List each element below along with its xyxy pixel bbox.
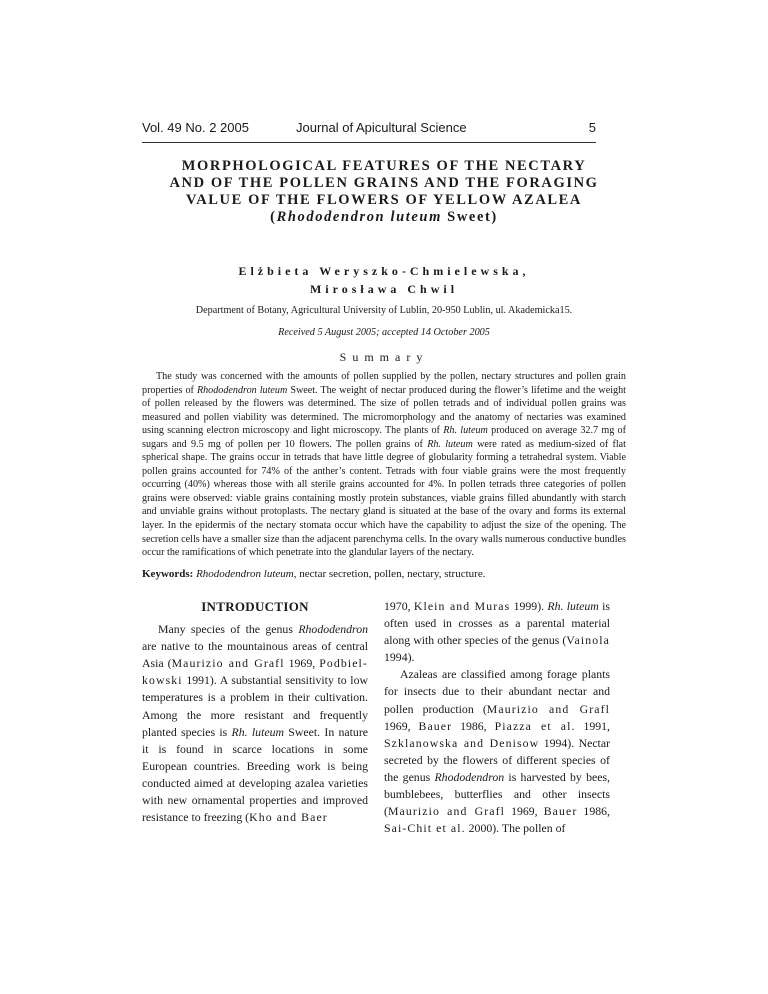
text-run: 1991). A substantial sensitivity to low temperatures is a problem in their cultivation. Among the more resistant and frequently planted species is [142,673,368,739]
genus-name: Rhododendron [434,769,505,784]
author-name: Elżbieta Weryszko-Chmielewska, [238,264,530,278]
author-list [142,262,626,298]
title-species-line [142,209,626,226]
title-line: VALUE OF THE FLOWERS OF YELLOW AZALEA [186,192,582,208]
text-run: are native to the mountainous areas of central Asia ( [142,639,368,671]
text-run: is often used in crosses as a parental material along with other species of the genus ( [384,599,610,648]
text-run: 1994). [384,650,415,665]
volume-info: Vol. 49 No. 2 2005 [142,120,249,135]
genus-name: Rhododendron [298,622,368,637]
citation-author: Bauer [418,718,453,733]
text-run: Sweet. In nature it is found in scarce locations in some European countries. Breeding work is being conducted aimed at developing azalea varieties with new ornamental properties and improved resistance to freezing ( [142,724,368,825]
column-left [142,598,368,826]
citation-author: Maurizio and Grafl [486,701,610,716]
species-name: Rh. luteum [427,438,473,450]
citation-author: Klein and Muras [413,599,511,613]
citation-author: Podbiel-kowski [142,656,368,688]
text-run: 1999). [510,599,548,613]
received-dates: Received 5 August 2005; accepted 14 October 2005 [278,327,490,338]
summary-part: Sweet. The weight of nectar produced during the flower’s lifetime and the weight of pollen released by the flowers was determined. The size of pollen tetrads and of individual pollen grains was measured and pollen viability was determined. The micromorphology and the anatomy of nectaries was examined using scanning electron microscopy and light microscopy. The plants of [142,384,626,437]
species-name: Rh. luteum [547,599,599,613]
text-run: 1969, [505,804,544,819]
title-species-latin: Rhododendron luteum [276,209,442,225]
introduction-heading: INTRODUCTION [201,599,309,614]
keywords-label: Keywords: [142,568,194,580]
citation-author: Piazza et al. [494,718,576,733]
keywords [142,567,626,581]
affiliation: Department of Botany, Agricultural University of Lublin, 20-950 Lublin, ul. Akademicka15. [195,305,573,316]
species-name: Rh. luteum [231,724,285,739]
title-line: AND OF THE POLLEN GRAINS AND THE FORAGING [169,175,599,191]
citation-author: Bauer [543,804,578,819]
text-run: Many species of the genus [158,622,299,637]
column-right [384,598,610,837]
author-name: Mirosława Chwil [309,282,459,296]
journal-name: Journal of Apicultural Science [296,120,467,135]
species-name: Rhododendron luteum [196,384,288,396]
summary-heading: Summary [339,350,429,364]
citation-author: Sai-Chit et al. [384,821,466,836]
text-run: Azaleas are classified among forage plants for insects due to their abundant nectar and pollen production ( [384,667,610,716]
text-run: 1986, [452,718,495,733]
text-run: 2000). The pollen of [465,821,566,836]
intro-paragraph-2 [384,666,610,837]
citation-author: Maurizio and Grafl [171,656,285,671]
intro-paragraph-1-cont [384,598,610,666]
article-title [142,158,626,226]
text-run: 1994). Nectar secreted by the flowers of different species of the genus [384,735,610,784]
text-run: 1969, [384,718,419,733]
intro-paragraph-1 [142,621,368,826]
title-line: MORPHOLOGICAL FEATURES OF THE NECTARY [181,158,587,174]
summary-part: were rated as medium-sized of flat spherical shape. The grains occur in tetrads that have little degree of globularity forming a tetrahedral system. Viable pollen grains accounted for 74% of the anther’s content. Tetrads with four viable grains were the most frequently occurring (40%) whereas those with all sterile grains accounted for 4%. In pollen tetrads three categories of pollen grains were observed: viable grains containing mostly protein substances, viable grains filled abundantly with starch and unviable grains without protoplasts. The nectary gland is situated at the base of the ovary and forms its external layer. In the epidermis of the nectary stomata occur which have the capability to adjust the size of the opening. The secretion cells have a smaller size than the adjacent parenchyma cells. In the ovary walls numerous conductive bundles occur the ramifications of which penetrate into the glandular layers of the nectary. [142,438,626,559]
text-run: 1970, [384,599,414,613]
citation-author: Maurizio and Grafl [387,804,506,819]
text-run: 1991, [575,718,610,733]
title-paren: ( [270,209,277,225]
title-species-author: Sweet) [441,209,498,225]
citation-author: Szklanowska and Denisow [384,735,540,750]
summary-text [142,370,626,560]
text-run: 1986, [577,804,610,819]
page-number: 5 [588,120,596,135]
summary-part: The study was concerned with the amounts of pollen supplied by the pollen, nectary structures and pollen grain properties of [142,371,626,396]
citation-author: Vainola [566,633,610,648]
species-name: Rh. luteum [443,425,488,437]
keyword-species: Rhododendron luteum [196,568,294,580]
keywords-rest: , nectar secretion, pollen, nectary, structure. [293,568,486,580]
text-run: is harvested by bees, bumblebees, butterflies and other insects ( [384,769,610,819]
text-run: 1969, [284,656,320,671]
summary-part: produced on average 32.7 mg of sugars and 9.5 mg of pollen per 10 flowers. The pollen grains of [142,425,626,450]
citation-author: Kho and Baer [249,810,328,825]
header-rule [142,142,596,143]
